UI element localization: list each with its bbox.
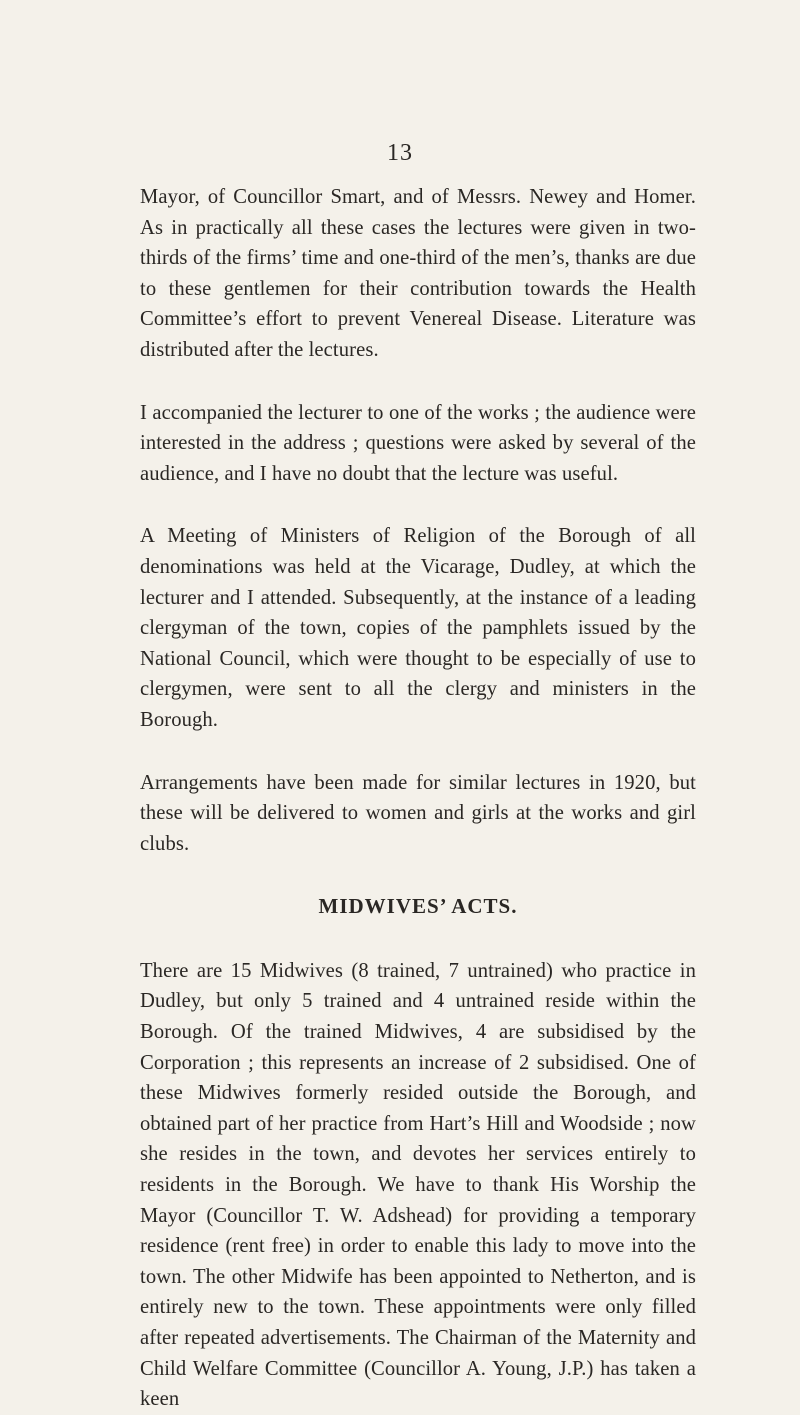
paragraph-ministers-meeting: A Meeting of Ministers of Religion of the Borough of all denominations was held at the Vicarage, Dudley, at which the lecturer and I attended. Subsequently, at the instance of a leading clergyman of the town, copies of the pamphlets issued by the National Council, which were thought to be especially of use to clergymen, were sent to all the clergy and ministers in the Borough. [140, 525, 696, 731]
page-number: 13 [387, 140, 413, 166]
document-body [140, 182, 696, 1415]
paragraph-midwives: There are 15 Midwives (8 trained, 7 untrained) who practice in Dudley, but only 5 trained and 4 untrained reside within the Borough. Of the trained Midwives, 4 are subsidised by the Corporation ; this represents an increase of 2 subsidised. One of these Midwives formerly resided outside the Borough, and obtained part of her practice from Hart’s Hill and Woodside ; now she resides in the town, and devotes her services entirely to residents in the Borough. We have to thank His Worship the Mayor (Councillor T. W. Adshead) for providing a temporary residence (rent free) in order to enable this lady to move into the town. The other Midwife has been appointed to Netherton, and is entirely new to the town. These appointments were only filled after repeated advertisements. The Chairman of the Maternity and Child Welfare Committee (Councillor A. Young, J.P.) has taken a keen [140, 959, 696, 1411]
paragraph-works-visit: I accompanied the lecturer to one of the works ; the audience were interested in the address ; questions were asked by several of the audience, and I have no doubt that the lecture was useful. [140, 401, 696, 485]
paragraph-lectures-continued: Mayor, of Councillor Smart, and of Messrs. Newey and Homer. As in practically all these cases the lectures were given in two-thirds of the firms’ time and one-third of the men’s, thanks are due to these gentlemen for their contribution towards the Health Committee’s effort to prevent Venereal Disease. Literature was distributed after the lectures. [140, 186, 696, 361]
paragraph-future-lectures: Arrangements have been made for similar lectures in 1920, but these will be delivered to women and girls at the works and girl clubs. [140, 771, 696, 855]
section-heading-midwives-acts: MIDWIVES’ ACTS. [318, 894, 518, 919]
